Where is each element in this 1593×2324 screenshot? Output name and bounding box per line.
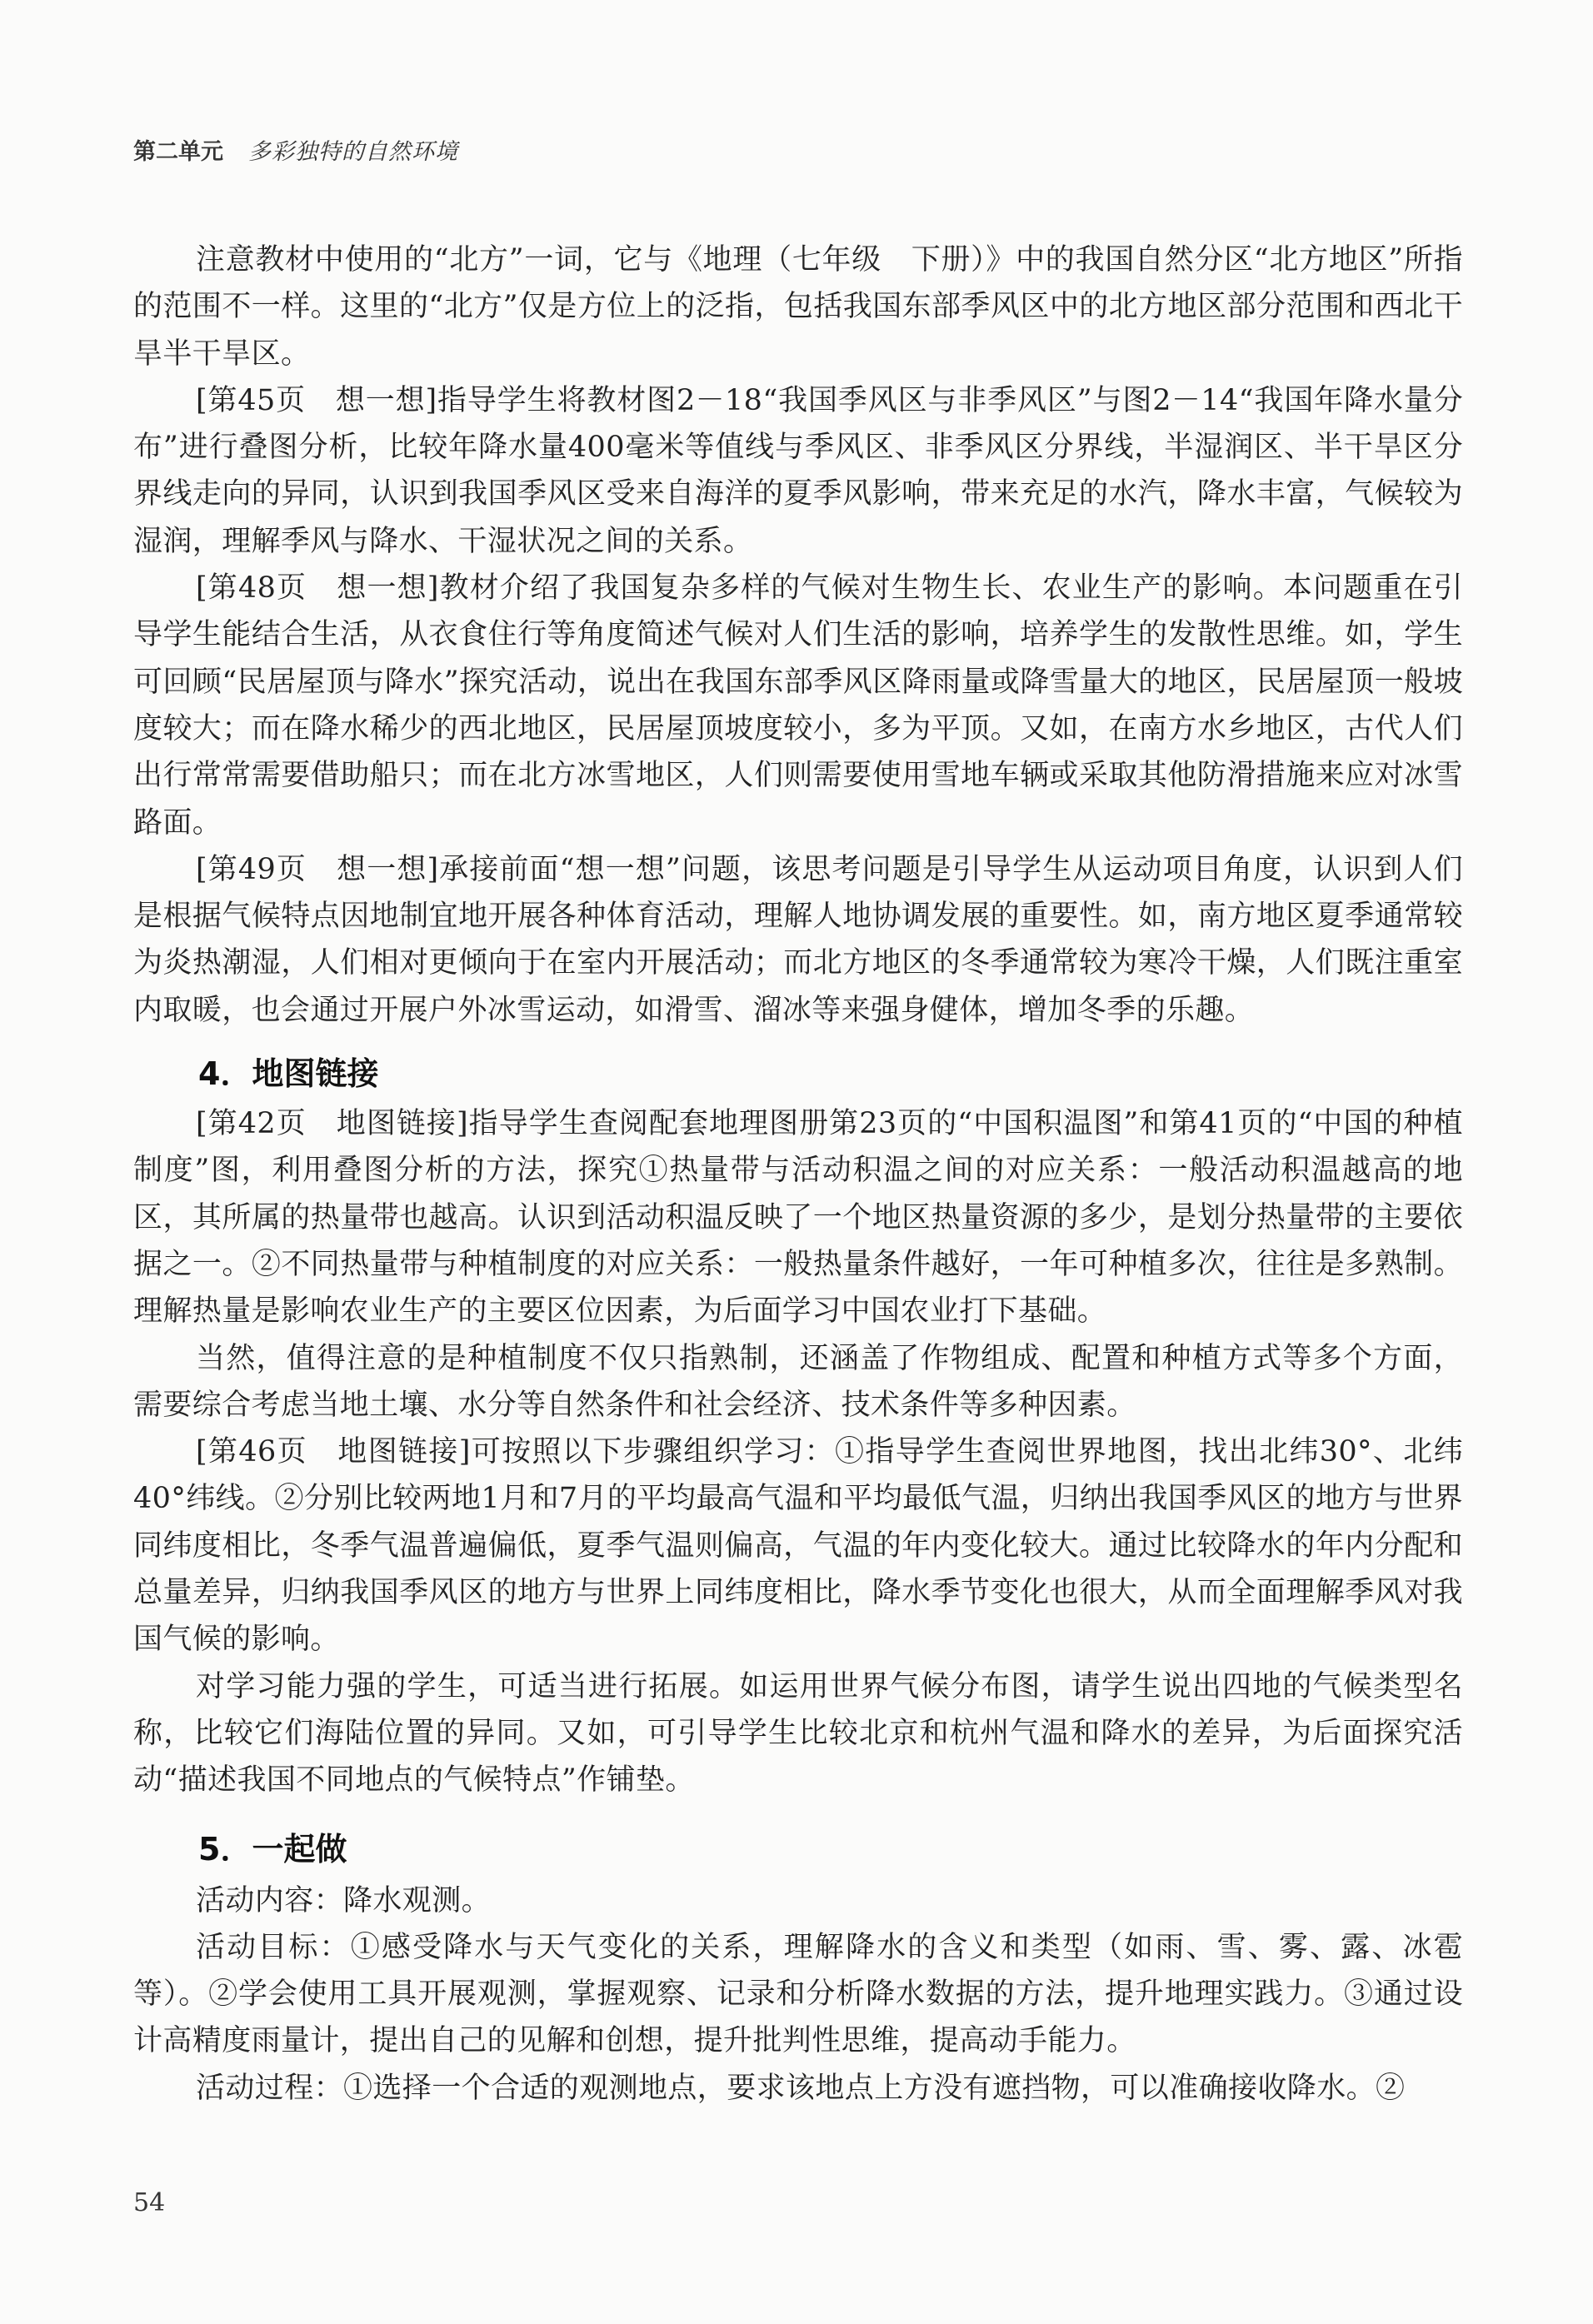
unit-label: 第二单元 [133,139,223,165]
section-heading-do-together: 5．一起做 [198,1830,347,1868]
section-heading-map-link: 4．地图链接 [198,1055,379,1093]
paragraph: [第48页 想一想]教材介绍了我国复杂多样的气候对生物生长、农业生产的影响。本问题重在引导学生能结合生活，从衣食住行等角度简述气候对人们生活的影响，培养学生的发散性思维。如，学生可回顾“民居屋顶与降水”探究活动，说出在我国东部季风区降雨量或降雪量大的地区，民居屋顶一般坡度较大；而在降水稀少的西北地区，民居屋顶坡度较小，多为平顶。又如，在南方水乡地区，古代人们出行常常需要借助船只；而在北方冰雪地区，人们则需要使用雪地车辆或采取其他防滑措施来应对冰雪路面。 [133,571,1463,840]
page-number: 54 [133,2188,166,2217]
unit-title: 多彩独特的自然环境 [248,139,458,165]
paragraph: [第45页 想一想]指导学生将教材图2－18“我国季风区与非季风区”与图2－14“我国年降水量分布”进行叠图分析，比较年降水量400毫米等值线与季风区、非季风区分界线，半湿润区、半干旱区分界线走向的异同，认识到我国季风区受来自海洋的夏季风影响，带来充足的水汽，降水丰富，气候较为湿润，理解季风与降水、干湿状况之间的关系。 [133,383,1463,558]
paragraph: 活动过程：①选择一个合适的观测地点，要求该地点上方没有遮挡物，可以准确接收降水。② [196,2071,1406,2105]
paragraph: 对学习能力强的学生，可适当进行拓展。如运用世界气候分布图，请学生说出四地的气候类型名称，比较它们海陆位置的异同。又如，可引导学生比较北京和杭州气温和降水的差异，为后面探究活动“描述我国不同地点的气候特点”作铺垫。 [133,1669,1463,1798]
paragraph: 活动目标：①感受降水与天气变化的关系，理解降水的含义和类型（如雨、雪、雾、露、冰雹等）。②学会使用工具开展观测，掌握观察、记录和分析降水数据的方法，提升地理实践力。③通过设计高精度雨量计，提出自己的见解和创想，提升批判性思维，提高动手能力。 [133,1930,1463,2058]
paragraph: 当然，值得注意的是种植制度不仅只指熟制，还涵盖了作物组成、配置和种植方式等多个方面，需要综合考虑当地土壤、水分等自然条件和社会经济、技术条件等多种因素。 [133,1341,1463,1422]
body-content [133,237,1463,2112]
paragraph: [第49页 想一想]承接前面“想一想”问题，该思考问题是引导学生从运动项目角度，认识到人们是根据气候特点因地制宜地开展各种体育活动，理解人地协调发展的重要性。如，南方地区夏季通常较为炎热潮湿，人们相对更倾向于在室内开展活动；而北方地区的冬季通常较为寒冷干燥，人们既注重室内取暖，也会通过开展户外冰雪运动，如滑雪、溜冰等来强身健体，增加冬季的乐趣。 [133,852,1463,1027]
paragraph: 注意教材中使用的“北方”一词，它与《地理（七年级 下册）》中的我国自然分区“北方地区”所指的范围不一样。这里的“北方”仅是方位上的泛指，包括我国东部季风区中的北方地区部分范围和西北干旱半干旱区。 [133,243,1463,371]
paragraph: 活动内容：降水观测。 [196,1883,492,1918]
paragraph: [第46页 地图链接]可按照以下步骤组织学习：①指导学生查阅世界地图，找出北纬30°、北纬40°纬线。②分别比较两地1月和7月的平均最高气温和平均最低气温，归纳出我国季风区的地方与世界同纬度相比，冬季气温普遍偏低，夏季气温则偏高，气温的年内变化较大。通过比较降水的年内分配和总量差异，归纳我国季风区的地方与世界上同纬度相比，降水季节变化也很大，从而全面理解季风对我国气候的影响。 [133,1435,1463,1657]
running-header [133,133,458,170]
paragraph: [第42页 地图链接]指导学生查阅配套地理图册第23页的“中国积温图”和第41页的“中国的种植制度”图，利用叠图分析的方法，探究①热量带与活动积温之间的对应关系：一般活动积温越高的地区，其所属的热量带也越高。认识到活动积温反映了一个地区热量资源的多少，是划分热量带的主要依据之一。②不同热量带与种植制度的对应关系：一般热量条件越好，一年可种植多次，往往是多熟制。理解热量是影响农业生产的主要区位因素，为后面学习中国农业打下基础。 [133,1107,1463,1329]
